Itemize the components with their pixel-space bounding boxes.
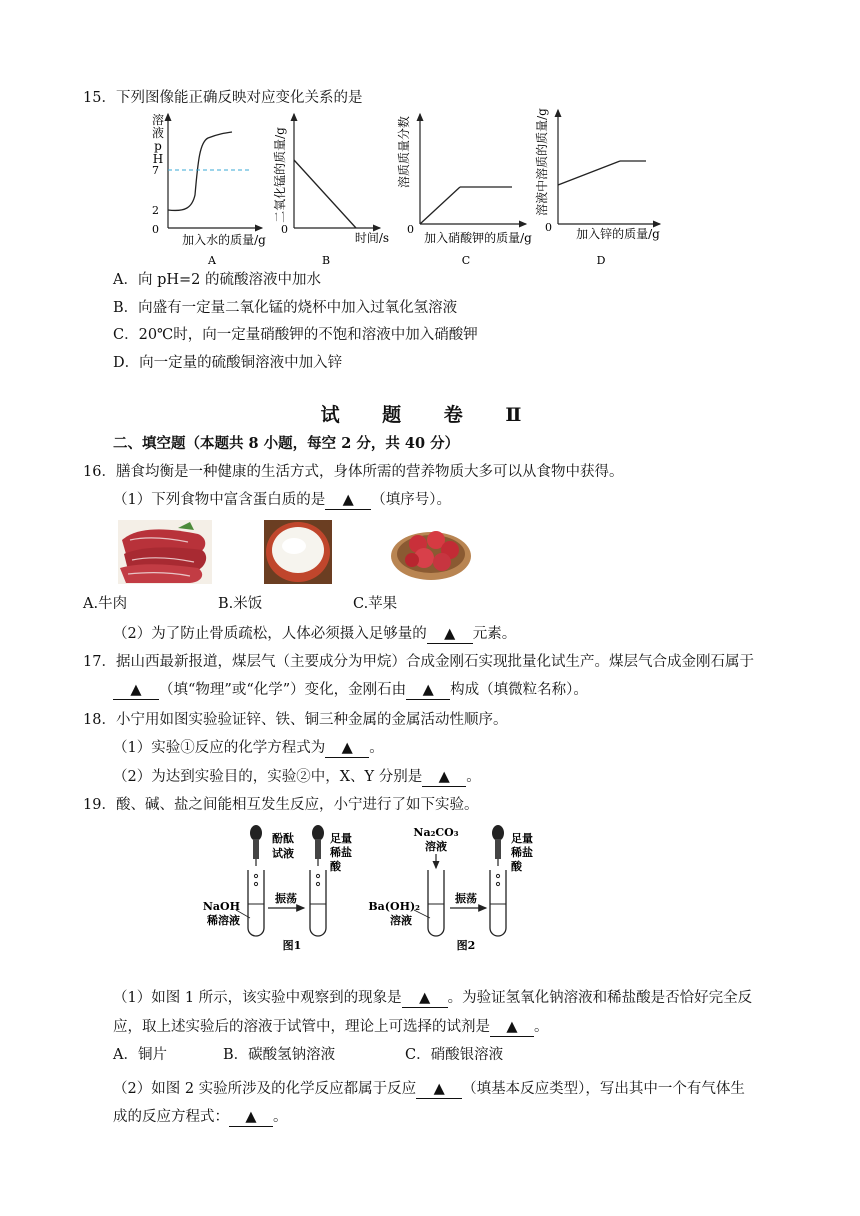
- graph-d: [534, 108, 660, 267]
- fig1-dropper2-line2: 稀盐: [330, 846, 352, 859]
- fig1-tube-line1: NaOH: [202, 900, 240, 913]
- graph-d-ylabel: 溶液中溶质的质量/g: [535, 108, 549, 216]
- q15-option-d: D．向一定量的硫酸铜溶液中加入锌: [113, 355, 343, 371]
- q19-part1-tail: 。: [534, 1019, 549, 1035]
- q18-part1-tail: 。: [369, 740, 384, 756]
- q19-part2-text2: （填基本反应类型），写出其中一个有气体生: [462, 1081, 745, 1097]
- graph-b-xlabel: 时间/s: [354, 231, 390, 245]
- fig1-dropper1-line1: 酚酞: [272, 832, 294, 845]
- graph-a-xlabel: 加入水的质量/g: [182, 233, 266, 247]
- graph-c-xlabel: 加入硝酸钾的质量/g: [424, 231, 532, 245]
- graph-d-origin: 0: [545, 221, 552, 234]
- fig1-dropper2-line3: 酸: [330, 860, 341, 873]
- q19-part2-tail: 。: [273, 1109, 288, 1125]
- q19-part1-line2: [113, 1017, 549, 1037]
- fig2-arrow-label: 振荡: [455, 892, 477, 905]
- graph-b: [272, 114, 389, 267]
- food-label-beef: A.牛肉: [83, 596, 128, 612]
- q19-part2-line2: [113, 1107, 288, 1127]
- graph-a-origin: 0: [152, 223, 159, 236]
- answer-blank[interactable]: ▲: [325, 739, 369, 758]
- answer-blank[interactable]: ▲: [422, 768, 466, 787]
- q19-option-a: A．铜片: [113, 1047, 167, 1063]
- fig2-reagent-line1: Na₂CO₃: [413, 826, 459, 839]
- fig2-dropper2-line2: 稀盐: [511, 846, 533, 859]
- graph-c-ylabel: 溶质质量分数: [397, 115, 411, 189]
- graph-a-caption: A: [208, 254, 216, 267]
- q15-option-c: C．20℃时，向一定量硝酸钾的不饱和溶液中加入硝酸钾: [113, 327, 478, 343]
- q19-part1-text3: 应，取上述实验后的溶液于试管中，理论上可选择的试剂是: [113, 1019, 490, 1035]
- food-label-rice: B.米饭: [218, 596, 263, 612]
- q18-part1-text: （1）实验①反应的化学方程式为: [113, 740, 326, 756]
- graph-c-origin: 0: [407, 223, 414, 236]
- q15-graphs: [0, 100, 860, 280]
- q18-part2: [113, 767, 481, 787]
- q19-part2-text: （2）如图 2 实验所涉及的化学反应都属于反应: [113, 1081, 417, 1097]
- graph-b-caption: B: [321, 254, 331, 267]
- fig2-dropper2-line3: 酸: [511, 860, 522, 873]
- graph-a: [152, 112, 266, 267]
- q19-figures: [0, 820, 860, 960]
- q15-option-b: B．向盛有一定量二氧化锰的烧杯中加入过氧化氢溶液: [113, 300, 458, 316]
- q16-part2: [113, 624, 516, 644]
- paper2-title: 试 题 卷 Ⅱ: [320, 404, 540, 426]
- q19-part1-line1: [113, 988, 752, 1008]
- q16-stem: 16．膳食均衡是一种健康的生活方式，身体所需的营养物质大多可以从食物中获得。: [83, 464, 624, 480]
- graph-b-ylabel: 二氧化锰的质量/g: [273, 127, 287, 223]
- fig2-tube-line2: 溶液: [390, 914, 412, 927]
- answer-blank[interactable]: ▲: [113, 681, 159, 700]
- q17-line2-text: （填“物理”或“化学”）变化，金刚石由: [159, 682, 407, 698]
- q19-option-b: B．碳酸氢钠溶液: [223, 1047, 336, 1063]
- q17-line2: [113, 680, 588, 700]
- fig2-tube-line1: Ba(OH)₂: [368, 900, 420, 913]
- graph-a-tick-2: 2: [152, 204, 159, 217]
- q16-part2-text: （2）为了防止骨质疏松，人体必须摄入足够量的: [113, 626, 427, 642]
- q16-part1-text: （1）下列食物中富含蛋白质的是: [113, 492, 326, 508]
- answer-blank[interactable]: ▲: [490, 1018, 534, 1037]
- rice-photo: [264, 520, 332, 584]
- graph-b-origin: 0: [281, 223, 288, 236]
- q18-part2-tail: 。: [466, 769, 481, 785]
- fig1-dropper1-line2: 试液: [272, 847, 294, 860]
- q19-part1-text2: 。为验证氢氧化钠溶液和稀盐酸是否恰好完全反: [447, 990, 753, 1006]
- food-label-apple: C.苹果: [353, 596, 398, 612]
- answer-blank[interactable]: ▲: [229, 1108, 273, 1127]
- q19-stem: 19．酸、碱、盐之间能相互发生反应，小宁进行了如下实验。: [83, 797, 479, 813]
- fig1-arrow-label: 振荡: [275, 892, 297, 905]
- fig2-reagent-line2: 溶液: [425, 840, 447, 853]
- q16-part2-tail: 元素。: [472, 626, 517, 642]
- fig1-tube-line2: 稀溶液: [207, 914, 240, 927]
- fig1-caption: 图1: [282, 939, 302, 952]
- graph-c: [396, 114, 532, 267]
- q17-line2-tail: 构成（填微粒名称）。: [450, 682, 588, 698]
- graph-a-ylabel: 溶液 p H: [151, 113, 165, 166]
- graph-a-tick-7: 7: [152, 164, 159, 177]
- q15-stem: 15．下列图像能正确反映对应变化关系的是: [83, 90, 363, 106]
- q18-part2-text: （2）为达到实验目的，实验②中，X、Y 分别是: [113, 769, 423, 785]
- fig1-dropper2-line1: 足量: [330, 832, 352, 845]
- q19-part1-text: （1）如图 1 所示，该实验中观察到的现象是: [113, 990, 402, 1006]
- answer-blank[interactable]: ▲: [427, 625, 473, 644]
- fig2-dropper2-line1: 足量: [511, 832, 533, 845]
- apple-photo: [390, 520, 472, 582]
- q18-part1: [113, 738, 384, 758]
- answer-blank[interactable]: ▲: [402, 989, 448, 1008]
- figure-1: [203, 825, 352, 952]
- q16-part1-tail: （填序号）。: [371, 492, 451, 508]
- q17-line1: 17．据山西最新报道，煤层气（主要成分为甲烷）合成金刚石实现批量化试生产。煤层气合成金刚石属于: [83, 654, 754, 670]
- figure-2: [368, 825, 533, 952]
- q15-option-a: A．向 pH=2 的硫酸溶液中加水: [113, 272, 321, 288]
- graph-d-xlabel: 加入锌的质量/g: [576, 227, 660, 241]
- q16-part1: [113, 490, 451, 510]
- answer-blank[interactable]: ▲: [406, 681, 450, 700]
- answer-blank[interactable]: ▲: [416, 1080, 462, 1099]
- q19-option-c: C．硝酸银溶液: [405, 1047, 504, 1063]
- graph-c-caption: C: [461, 254, 471, 267]
- answer-blank[interactable]: ▲: [325, 491, 371, 510]
- section2-heading: 二、填空题（本题共 8 小题，每空 2 分，共 40 分）: [113, 435, 460, 452]
- q19-part2-line1: [113, 1079, 745, 1099]
- fig2-caption: 图2: [456, 939, 476, 952]
- beef-photo: [118, 520, 212, 584]
- q18-stem: 18．小宁用如图实验验证锌、铁、铜三种金属的金属活动性顺序。: [83, 712, 508, 728]
- q19-part2-text3: 成的反应方程式：: [113, 1109, 229, 1125]
- graph-d-caption: D: [596, 254, 606, 267]
